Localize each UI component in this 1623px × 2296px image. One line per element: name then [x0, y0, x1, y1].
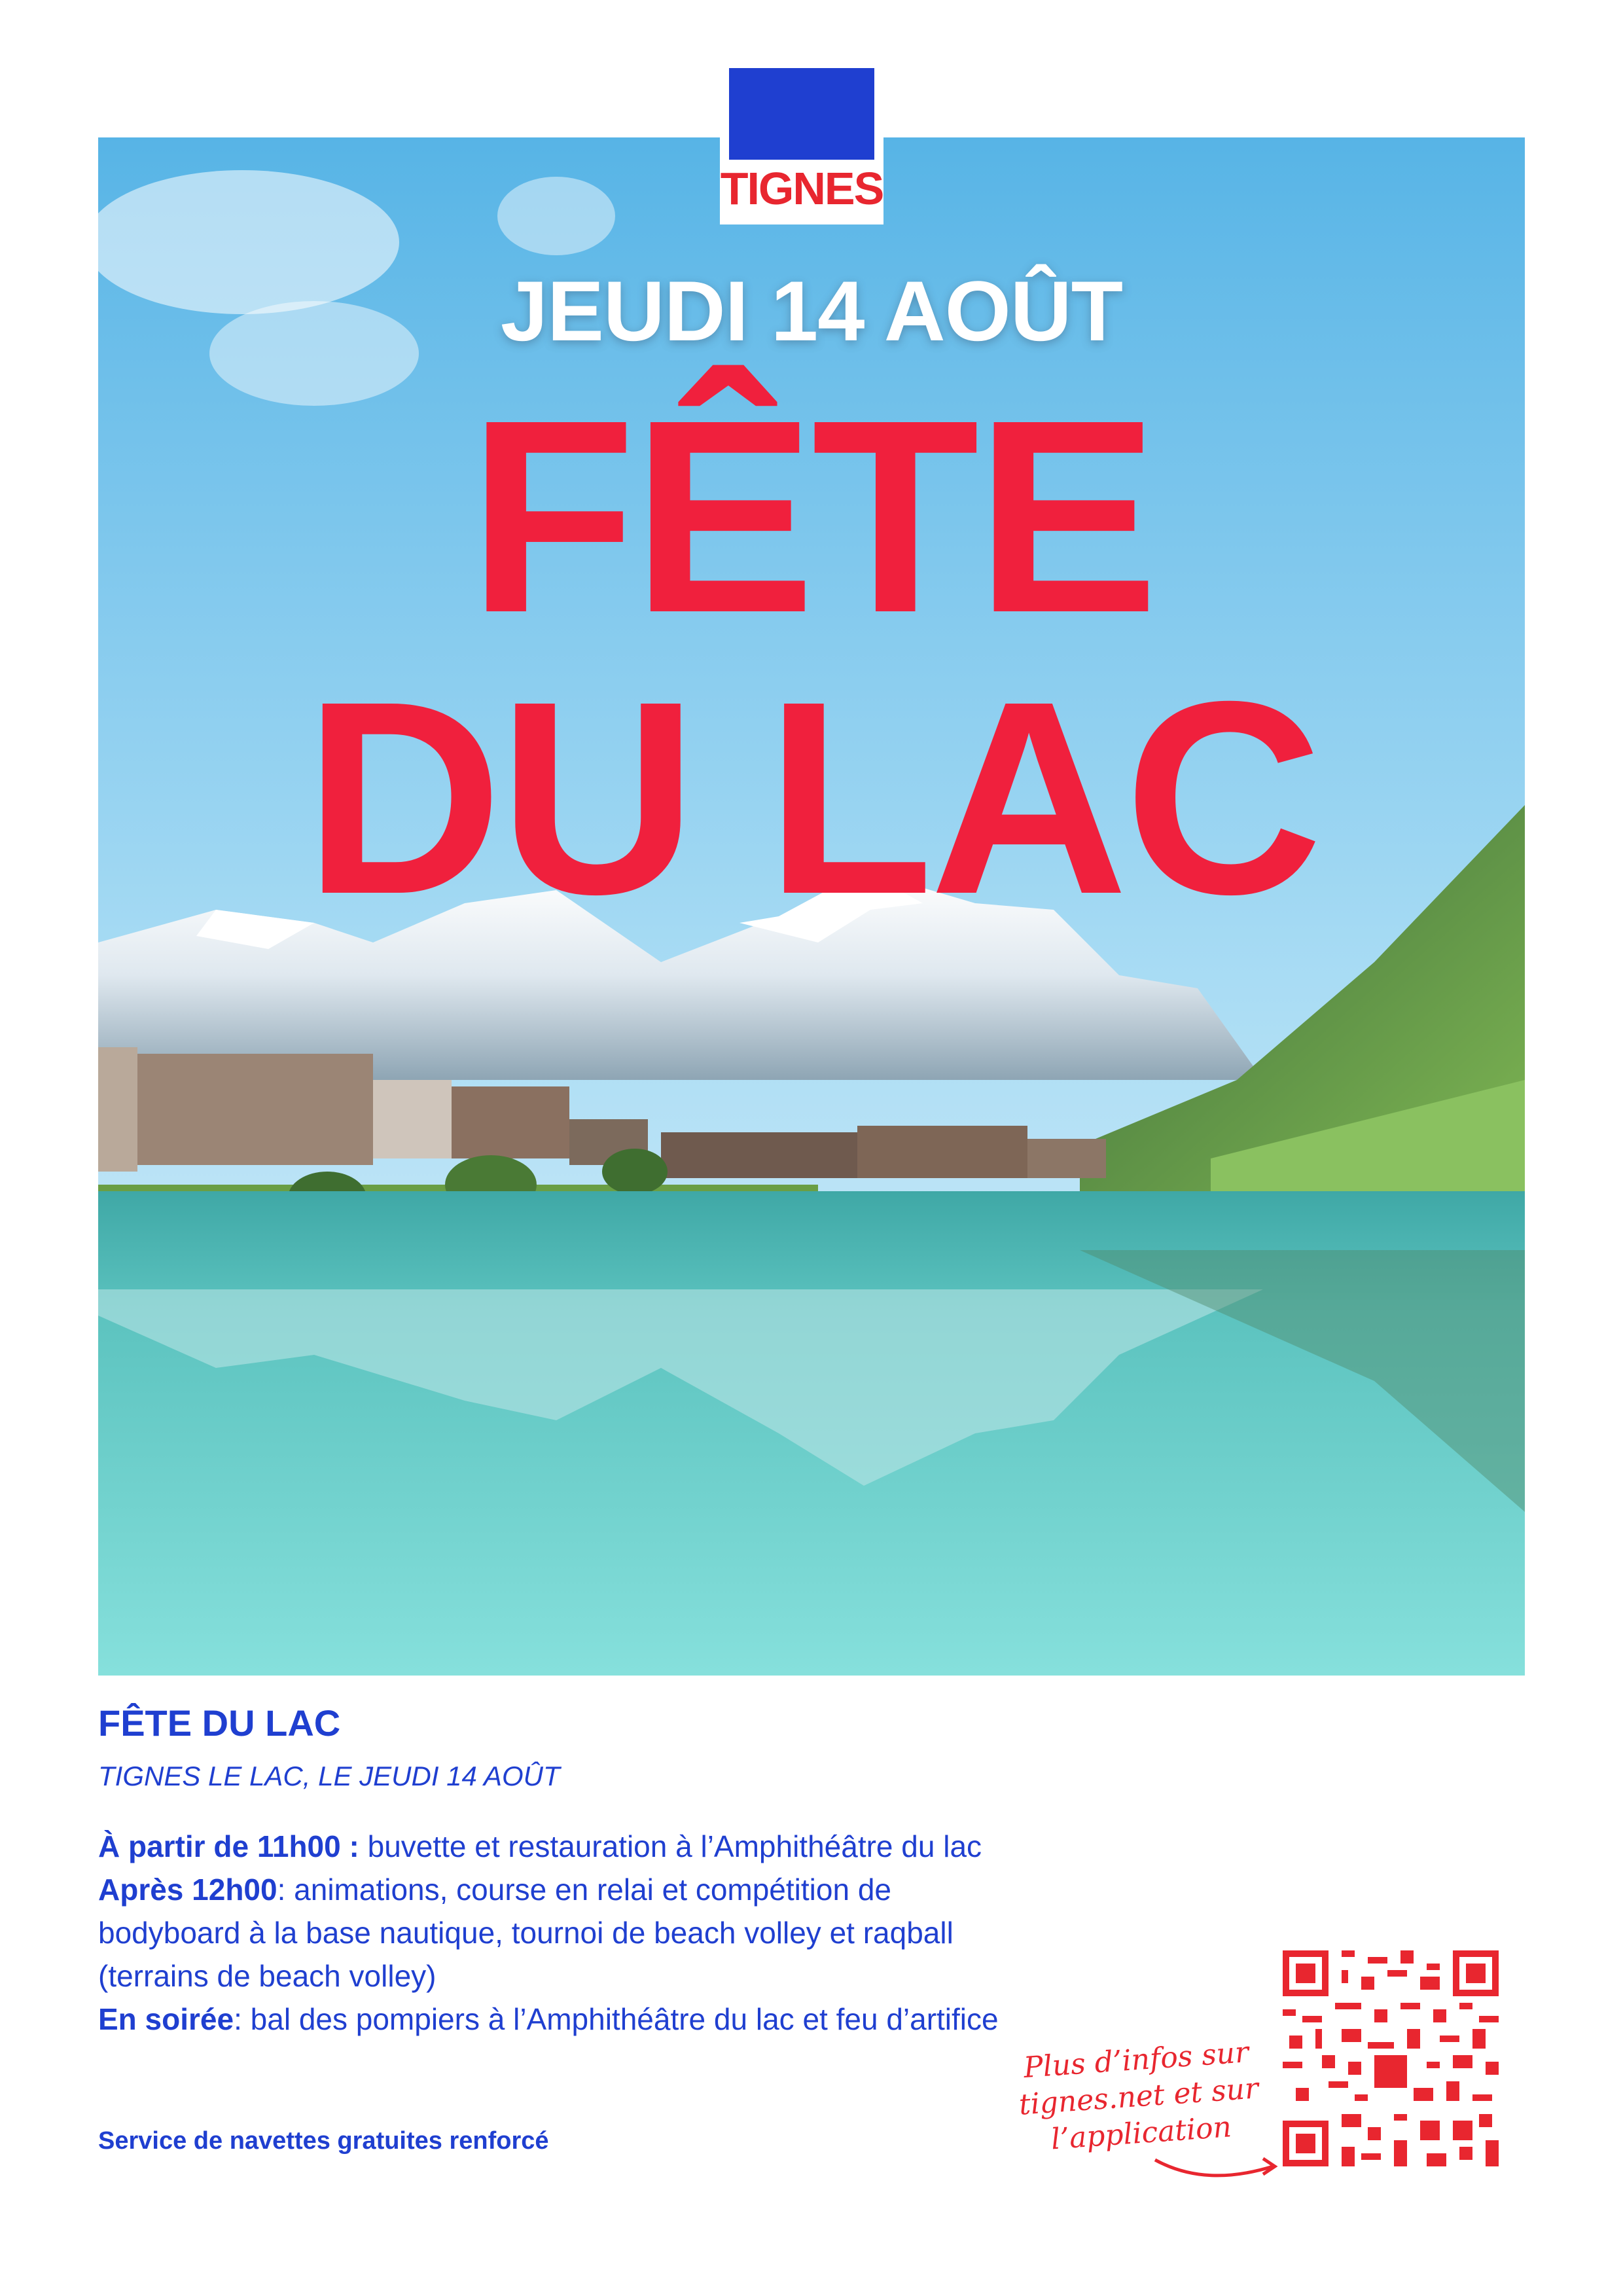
tignes-logo [720, 64, 883, 224]
logo-wordmark: TIGNES [720, 163, 883, 214]
info-title: FÊTE DU LAC [98, 1702, 341, 1744]
more-info-callout [998, 2033, 1280, 2162]
schedule-item [98, 1998, 1034, 2041]
schedule-item [98, 1868, 1034, 1998]
schedule-text: buvette et restauration à l’Amphithéâtre du lac [359, 1829, 982, 1863]
tignes-logo-icon [729, 68, 874, 160]
qr-code-icon[interactable] [1283, 1950, 1499, 2166]
schedule-text: : bal des pompiers à l’Amphithéâtre du lac et feu d’artifice [234, 2002, 999, 2036]
event-date-headline: JEUDI 14 AOÛT [500, 263, 1123, 359]
schedule-label: À partir de 11h00 : [98, 1829, 359, 1863]
shuttle-note: Service de navettes gratuites renforcé [98, 2127, 549, 2155]
promo-line-3: l’application [1050, 2110, 1233, 2157]
schedule-label: En soirée [98, 2002, 234, 2036]
promo-line-2: tignes.net et sur [1018, 2072, 1260, 2122]
schedule-label: Après 12h00 [98, 1873, 277, 1907]
info-schedule [98, 1825, 1034, 2041]
promo-line-1: Plus d’infos sur [1022, 2036, 1250, 2085]
info-subtitle: TIGNES LE LAC, LE JEUDI 14 AOÛT [98, 1761, 560, 1791]
curved-arrow-icon [1152, 2147, 1283, 2186]
schedule-item [98, 1825, 1034, 1868]
event-title-line-1: FÊTE [468, 363, 1155, 670]
event-title-line-2: DU LAC [304, 645, 1319, 952]
schedule-text: : animations, course en relai et compétition de bodyboard à la base nautique, tournoi de beach volley et raqball (terrains de beach volley) [98, 1873, 954, 1993]
